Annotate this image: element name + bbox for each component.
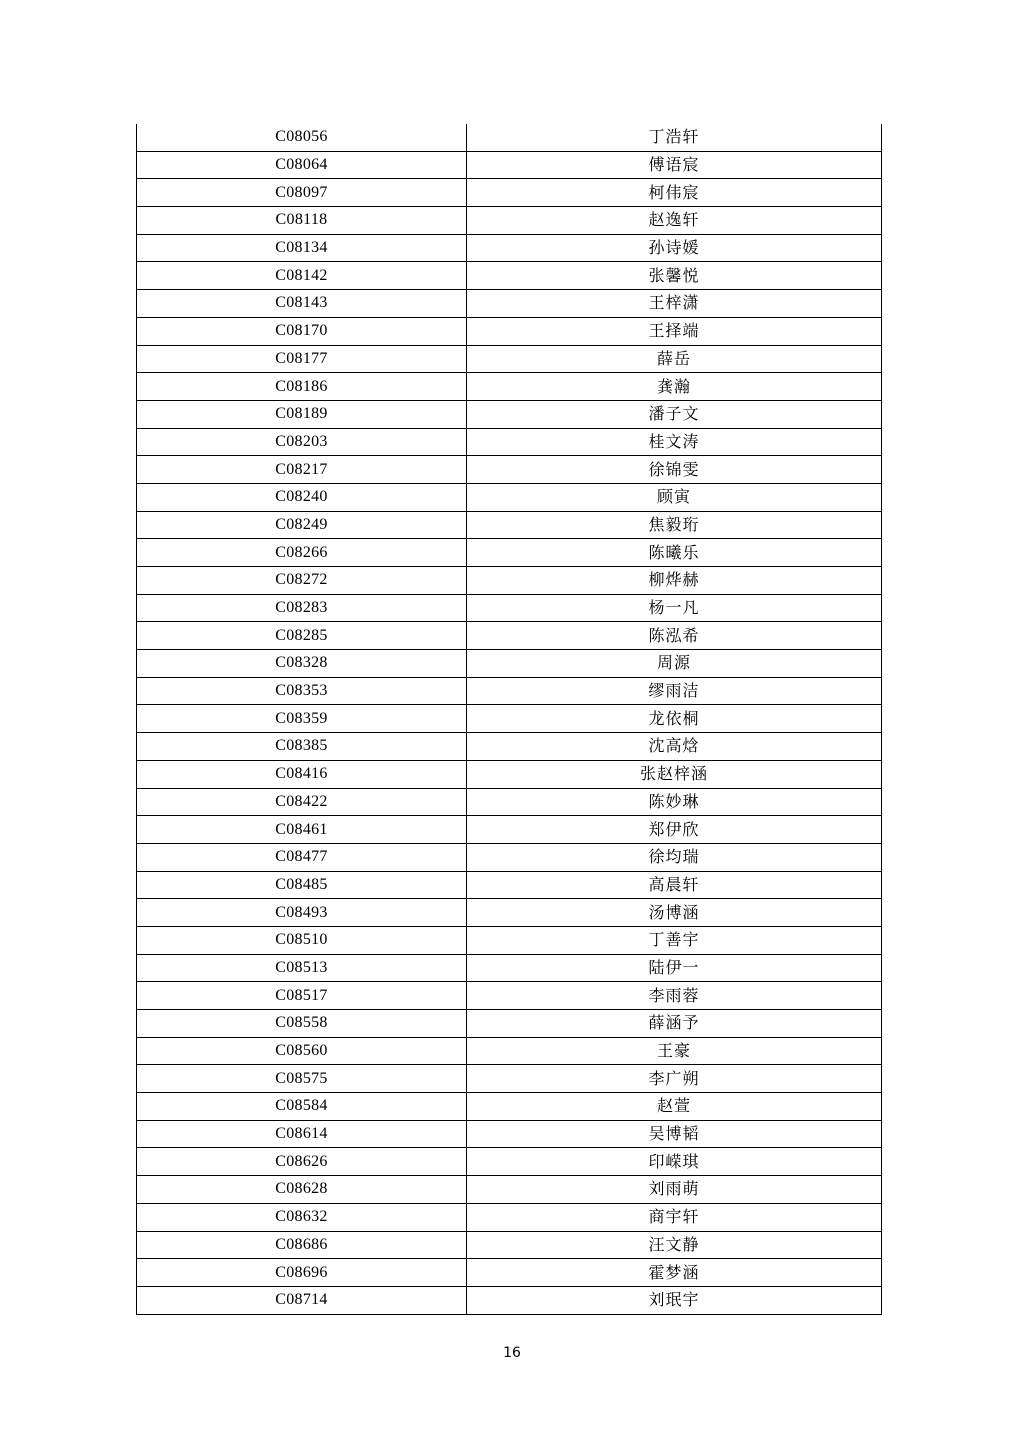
candidate-id-cell: C08272 <box>137 567 467 595</box>
table-row <box>137 1120 882 1148</box>
table-row <box>137 1010 882 1038</box>
candidate-id-cell: C08328 <box>137 650 467 678</box>
candidate-name-cell: 傅语宸 <box>467 151 882 179</box>
candidate-id-cell: C08422 <box>137 788 467 816</box>
candidate-name-cell: 周源 <box>467 650 882 678</box>
table-row <box>137 1065 882 1093</box>
candidate-id-cell: C08283 <box>137 594 467 622</box>
table-row <box>137 594 882 622</box>
roster-table <box>136 124 882 1315</box>
candidate-name-cell: 桂文涛 <box>467 428 882 456</box>
candidate-name-cell: 龚瀚 <box>467 373 882 401</box>
table-row <box>137 290 882 318</box>
candidate-name-cell: 薛涵予 <box>467 1010 882 1038</box>
table-row <box>137 1231 882 1259</box>
candidate-id-cell: C08696 <box>137 1259 467 1287</box>
candidate-id-cell: C08189 <box>137 400 467 428</box>
candidate-id-cell: C08097 <box>137 179 467 207</box>
candidate-name-cell: 陈泓希 <box>467 622 882 650</box>
candidate-id-cell: C08626 <box>137 1148 467 1176</box>
candidate-id-cell: C08056 <box>137 124 467 151</box>
candidate-id-cell: C08584 <box>137 1093 467 1121</box>
candidate-name-cell: 顾寅 <box>467 483 882 511</box>
candidate-name-cell: 孙诗媛 <box>467 234 882 262</box>
table-row <box>137 400 882 428</box>
table-row <box>137 1203 882 1231</box>
candidate-name-cell: 李雨蓉 <box>467 982 882 1010</box>
candidate-id-cell: C08186 <box>137 373 467 401</box>
table-row <box>137 151 882 179</box>
candidate-name-cell: 吴博韬 <box>467 1120 882 1148</box>
table-row <box>137 677 882 705</box>
table-row <box>137 760 882 788</box>
candidate-name-cell: 汪文静 <box>467 1231 882 1259</box>
candidate-name-cell: 丁浩轩 <box>467 124 882 151</box>
candidate-id-cell: C08285 <box>137 622 467 650</box>
table-row <box>137 539 882 567</box>
table-row <box>137 567 882 595</box>
table-row <box>137 456 882 484</box>
candidate-id-cell: C08134 <box>137 234 467 262</box>
candidate-name-cell: 刘珉宇 <box>467 1286 882 1314</box>
candidate-name-cell: 汤博涵 <box>467 899 882 927</box>
candidate-name-cell: 杨一凡 <box>467 594 882 622</box>
candidate-name-cell: 李广朔 <box>467 1065 882 1093</box>
table-row <box>137 262 882 290</box>
candidate-id-cell: C08477 <box>137 843 467 871</box>
candidate-id-cell: C08416 <box>137 760 467 788</box>
candidate-id-cell: C08353 <box>137 677 467 705</box>
candidate-id-cell: C08170 <box>137 317 467 345</box>
candidate-name-cell: 柯伟宸 <box>467 179 882 207</box>
candidate-id-cell: C08385 <box>137 733 467 761</box>
candidate-id-cell: C08217 <box>137 456 467 484</box>
table-row <box>137 954 882 982</box>
table-row <box>137 124 882 151</box>
table-row <box>137 483 882 511</box>
candidate-name-cell: 柳烨赫 <box>467 567 882 595</box>
candidate-name-cell: 赵逸轩 <box>467 207 882 235</box>
candidate-name-cell: 印嵘琪 <box>467 1148 882 1176</box>
candidate-id-cell: C08560 <box>137 1037 467 1065</box>
table-row <box>137 428 882 456</box>
candidate-name-cell: 张馨悦 <box>467 262 882 290</box>
candidate-id-cell: C08359 <box>137 705 467 733</box>
candidate-name-cell: 霍梦涵 <box>467 1259 882 1287</box>
table-row <box>137 1148 882 1176</box>
candidate-id-cell: C08493 <box>137 899 467 927</box>
table-row <box>137 1259 882 1287</box>
candidate-name-cell: 焦毅珩 <box>467 511 882 539</box>
candidate-id-cell: C08143 <box>137 290 467 318</box>
candidate-name-cell: 丁善宇 <box>467 926 882 954</box>
candidate-name-cell: 高晨轩 <box>467 871 882 899</box>
candidate-name-cell: 刘雨萌 <box>467 1176 882 1204</box>
table-row <box>137 871 882 899</box>
candidate-name-cell: 商宇轩 <box>467 1203 882 1231</box>
table-row <box>137 207 882 235</box>
table-row <box>137 1286 882 1314</box>
candidate-id-cell: C08266 <box>137 539 467 567</box>
table-row <box>137 317 882 345</box>
candidate-id-cell: C08461 <box>137 816 467 844</box>
candidate-id-cell: C08513 <box>137 954 467 982</box>
candidate-id-cell: C08118 <box>137 207 467 235</box>
table-row <box>137 788 882 816</box>
candidate-name-cell: 潘子文 <box>467 400 882 428</box>
candidate-name-cell: 赵萱 <box>467 1093 882 1121</box>
table-row <box>137 843 882 871</box>
candidate-id-cell: C08510 <box>137 926 467 954</box>
candidate-name-cell: 张赵梓涵 <box>467 760 882 788</box>
candidate-name-cell: 沈高焓 <box>467 733 882 761</box>
candidate-name-cell: 陈曦乐 <box>467 539 882 567</box>
candidate-name-cell: 郑伊欣 <box>467 816 882 844</box>
candidate-id-cell: C08485 <box>137 871 467 899</box>
candidate-name-cell: 王梓潇 <box>467 290 882 318</box>
candidate-name-cell: 徐锦雯 <box>467 456 882 484</box>
table-row <box>137 816 882 844</box>
table-row <box>137 733 882 761</box>
candidate-id-cell: C08240 <box>137 483 467 511</box>
candidate-id-cell: C08142 <box>137 262 467 290</box>
candidate-name-cell: 陆伊一 <box>467 954 882 982</box>
table-row <box>137 650 882 678</box>
table-row <box>137 1176 882 1204</box>
candidate-name-cell: 陈妙琳 <box>467 788 882 816</box>
candidate-id-cell: C08177 <box>137 345 467 373</box>
table-row <box>137 1093 882 1121</box>
candidate-id-cell: C08064 <box>137 151 467 179</box>
candidate-id-cell: C08203 <box>137 428 467 456</box>
candidate-id-cell: C08628 <box>137 1176 467 1204</box>
table-row <box>137 511 882 539</box>
table-row <box>137 622 882 650</box>
candidate-id-cell: C08575 <box>137 1065 467 1093</box>
table-row <box>137 373 882 401</box>
candidate-id-cell: C08614 <box>137 1120 467 1148</box>
candidate-id-cell: C08249 <box>137 511 467 539</box>
candidate-name-cell: 王豪 <box>467 1037 882 1065</box>
candidate-id-cell: C08714 <box>137 1286 467 1314</box>
table-row <box>137 1037 882 1065</box>
table-row <box>137 234 882 262</box>
page-number: 16 <box>503 1345 521 1361</box>
table-row <box>137 926 882 954</box>
candidate-id-cell: C08686 <box>137 1231 467 1259</box>
table-row <box>137 899 882 927</box>
roster-table-body <box>137 124 882 1314</box>
table-row <box>137 705 882 733</box>
candidate-name-cell: 徐均瑞 <box>467 843 882 871</box>
table-row <box>137 345 882 373</box>
table-row <box>137 179 882 207</box>
candidate-id-cell: C08517 <box>137 982 467 1010</box>
candidate-name-cell: 龙依桐 <box>467 705 882 733</box>
candidate-name-cell: 缪雨洁 <box>467 677 882 705</box>
candidate-name-cell: 薛岳 <box>467 345 882 373</box>
candidate-name-cell: 王择端 <box>467 317 882 345</box>
table-row <box>137 982 882 1010</box>
candidate-id-cell: C08558 <box>137 1010 467 1038</box>
candidate-id-cell: C08632 <box>137 1203 467 1231</box>
